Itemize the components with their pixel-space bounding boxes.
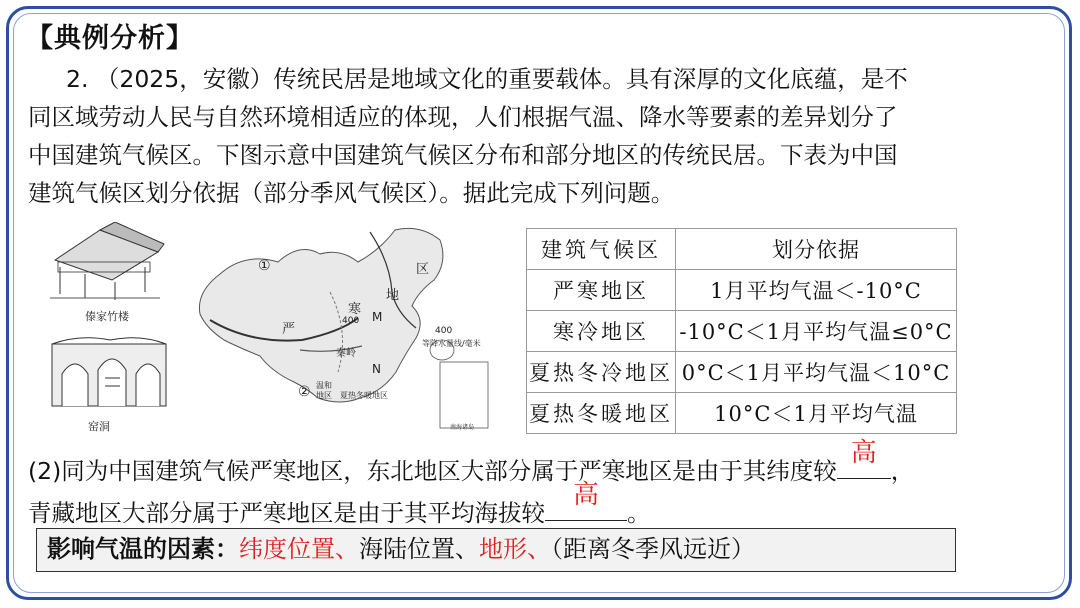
china-climate-zone-map — [190, 222, 510, 434]
table-cell: 寒冷地区 — [527, 311, 676, 352]
map-region-1-label: ① — [258, 258, 271, 274]
question-part-4: 。 — [627, 499, 651, 527]
map-label-diqu: 地区 — [316, 391, 332, 400]
map-region-2-label: ② — [298, 384, 311, 400]
question-part-3: 青藏地区大部分属于严寒地区是由于其平均海拔较 — [28, 499, 545, 527]
map-label-yan: 严 — [282, 322, 296, 337]
dai-bamboo-house-illustration — [40, 222, 170, 302]
cave-dwelling-illustration — [50, 334, 170, 412]
table-header-row — [527, 229, 957, 270]
question-part-1: (2)同为中国建筑气候严寒地区，东北地区大部分属于严寒地区是由于其纬度较 — [28, 457, 837, 485]
map-label-xiare: 夏热冬暖地区 — [340, 391, 388, 400]
stem-line-4: 建筑气候区划分依据（部分季风气候区）。据此完成下列问题。 — [28, 179, 675, 207]
figure-area — [40, 222, 510, 437]
table-cell: 10°C＜1月平均气温 — [676, 393, 957, 434]
stem-line-1-text: 2. （2025，安徽）传统民居是地域文化的重要载体。具有深厚的文化底蕴，是不 — [66, 65, 908, 93]
answer-1-text: 高 — [850, 438, 877, 468]
stem-line-1 — [28, 60, 1038, 98]
map-label-n: N — [372, 362, 381, 376]
map-isoline-400: 400 — [342, 316, 360, 326]
cave-dwelling-label: 窑洞 — [88, 420, 110, 433]
sub-question — [28, 438, 1048, 532]
table-cell: 0°C＜1月平均气温＜10°C — [676, 352, 957, 393]
map-label-m: M — [372, 310, 383, 324]
factor-terrain: 地形、 — [479, 535, 551, 563]
table-row — [527, 270, 957, 311]
temperature-factors-box — [36, 528, 956, 572]
map-label-wenhe: 温和 — [316, 381, 332, 390]
answer-2-text: 高 — [572, 480, 599, 510]
question-stem — [28, 60, 1038, 212]
table-row — [527, 311, 957, 352]
map-inset-label: 南海诸岛 — [450, 424, 475, 431]
table-cell: -10°C＜1月平均气温≤0°C — [676, 311, 957, 352]
map-label-han: 寒 — [348, 302, 362, 317]
question-line-2 — [28, 480, 1048, 532]
question-line-1 — [28, 438, 1048, 490]
table-cell: 严寒地区 — [527, 270, 676, 311]
table-row — [527, 393, 957, 434]
answer-blank-1[interactable] — [837, 438, 891, 479]
map-legend-value: 400 — [435, 326, 453, 336]
map-label-qinling: 秦岭 — [336, 348, 356, 359]
map-legend-text: 等降水量线/毫米 — [422, 339, 481, 348]
table-cell: 夏热冬暖地区 — [527, 393, 676, 434]
stem-line-3: 中国建筑气候区。下图示意中国建筑气候区分布和部分地区的传统民居。下表为中国 — [28, 141, 898, 169]
climate-zone-table — [526, 228, 957, 434]
table-header-cell: 划分依据 — [676, 229, 957, 270]
table-header-cell: 建筑气候区 — [527, 229, 676, 270]
section-title: 【典例分析】 — [26, 23, 194, 54]
factor-land-sea: 海陆位置、 — [359, 535, 479, 563]
map-label-qu: 区 — [416, 262, 430, 277]
table-cell: 1月平均气温＜-10°C — [676, 270, 957, 311]
factor-latitude: 纬度位置、 — [239, 535, 359, 563]
question-part-2: ， — [890, 457, 915, 485]
factor-monsoon: （距离冬季风远近） — [551, 535, 755, 563]
stem-line-2: 同区域劳动人民与自然环境相适应的体现，人们根据气温、降水等要素的差异划分了 — [28, 103, 898, 131]
answer-blank-2[interactable] — [545, 480, 627, 521]
factors-lead: 影响气温的因素： — [47, 535, 239, 563]
table-row — [527, 352, 957, 393]
table-cell: 夏热冬冷地区 — [527, 352, 676, 393]
map-label-di: 地 — [386, 288, 400, 303]
dai-house-label: 傣家竹楼 — [85, 310, 129, 323]
